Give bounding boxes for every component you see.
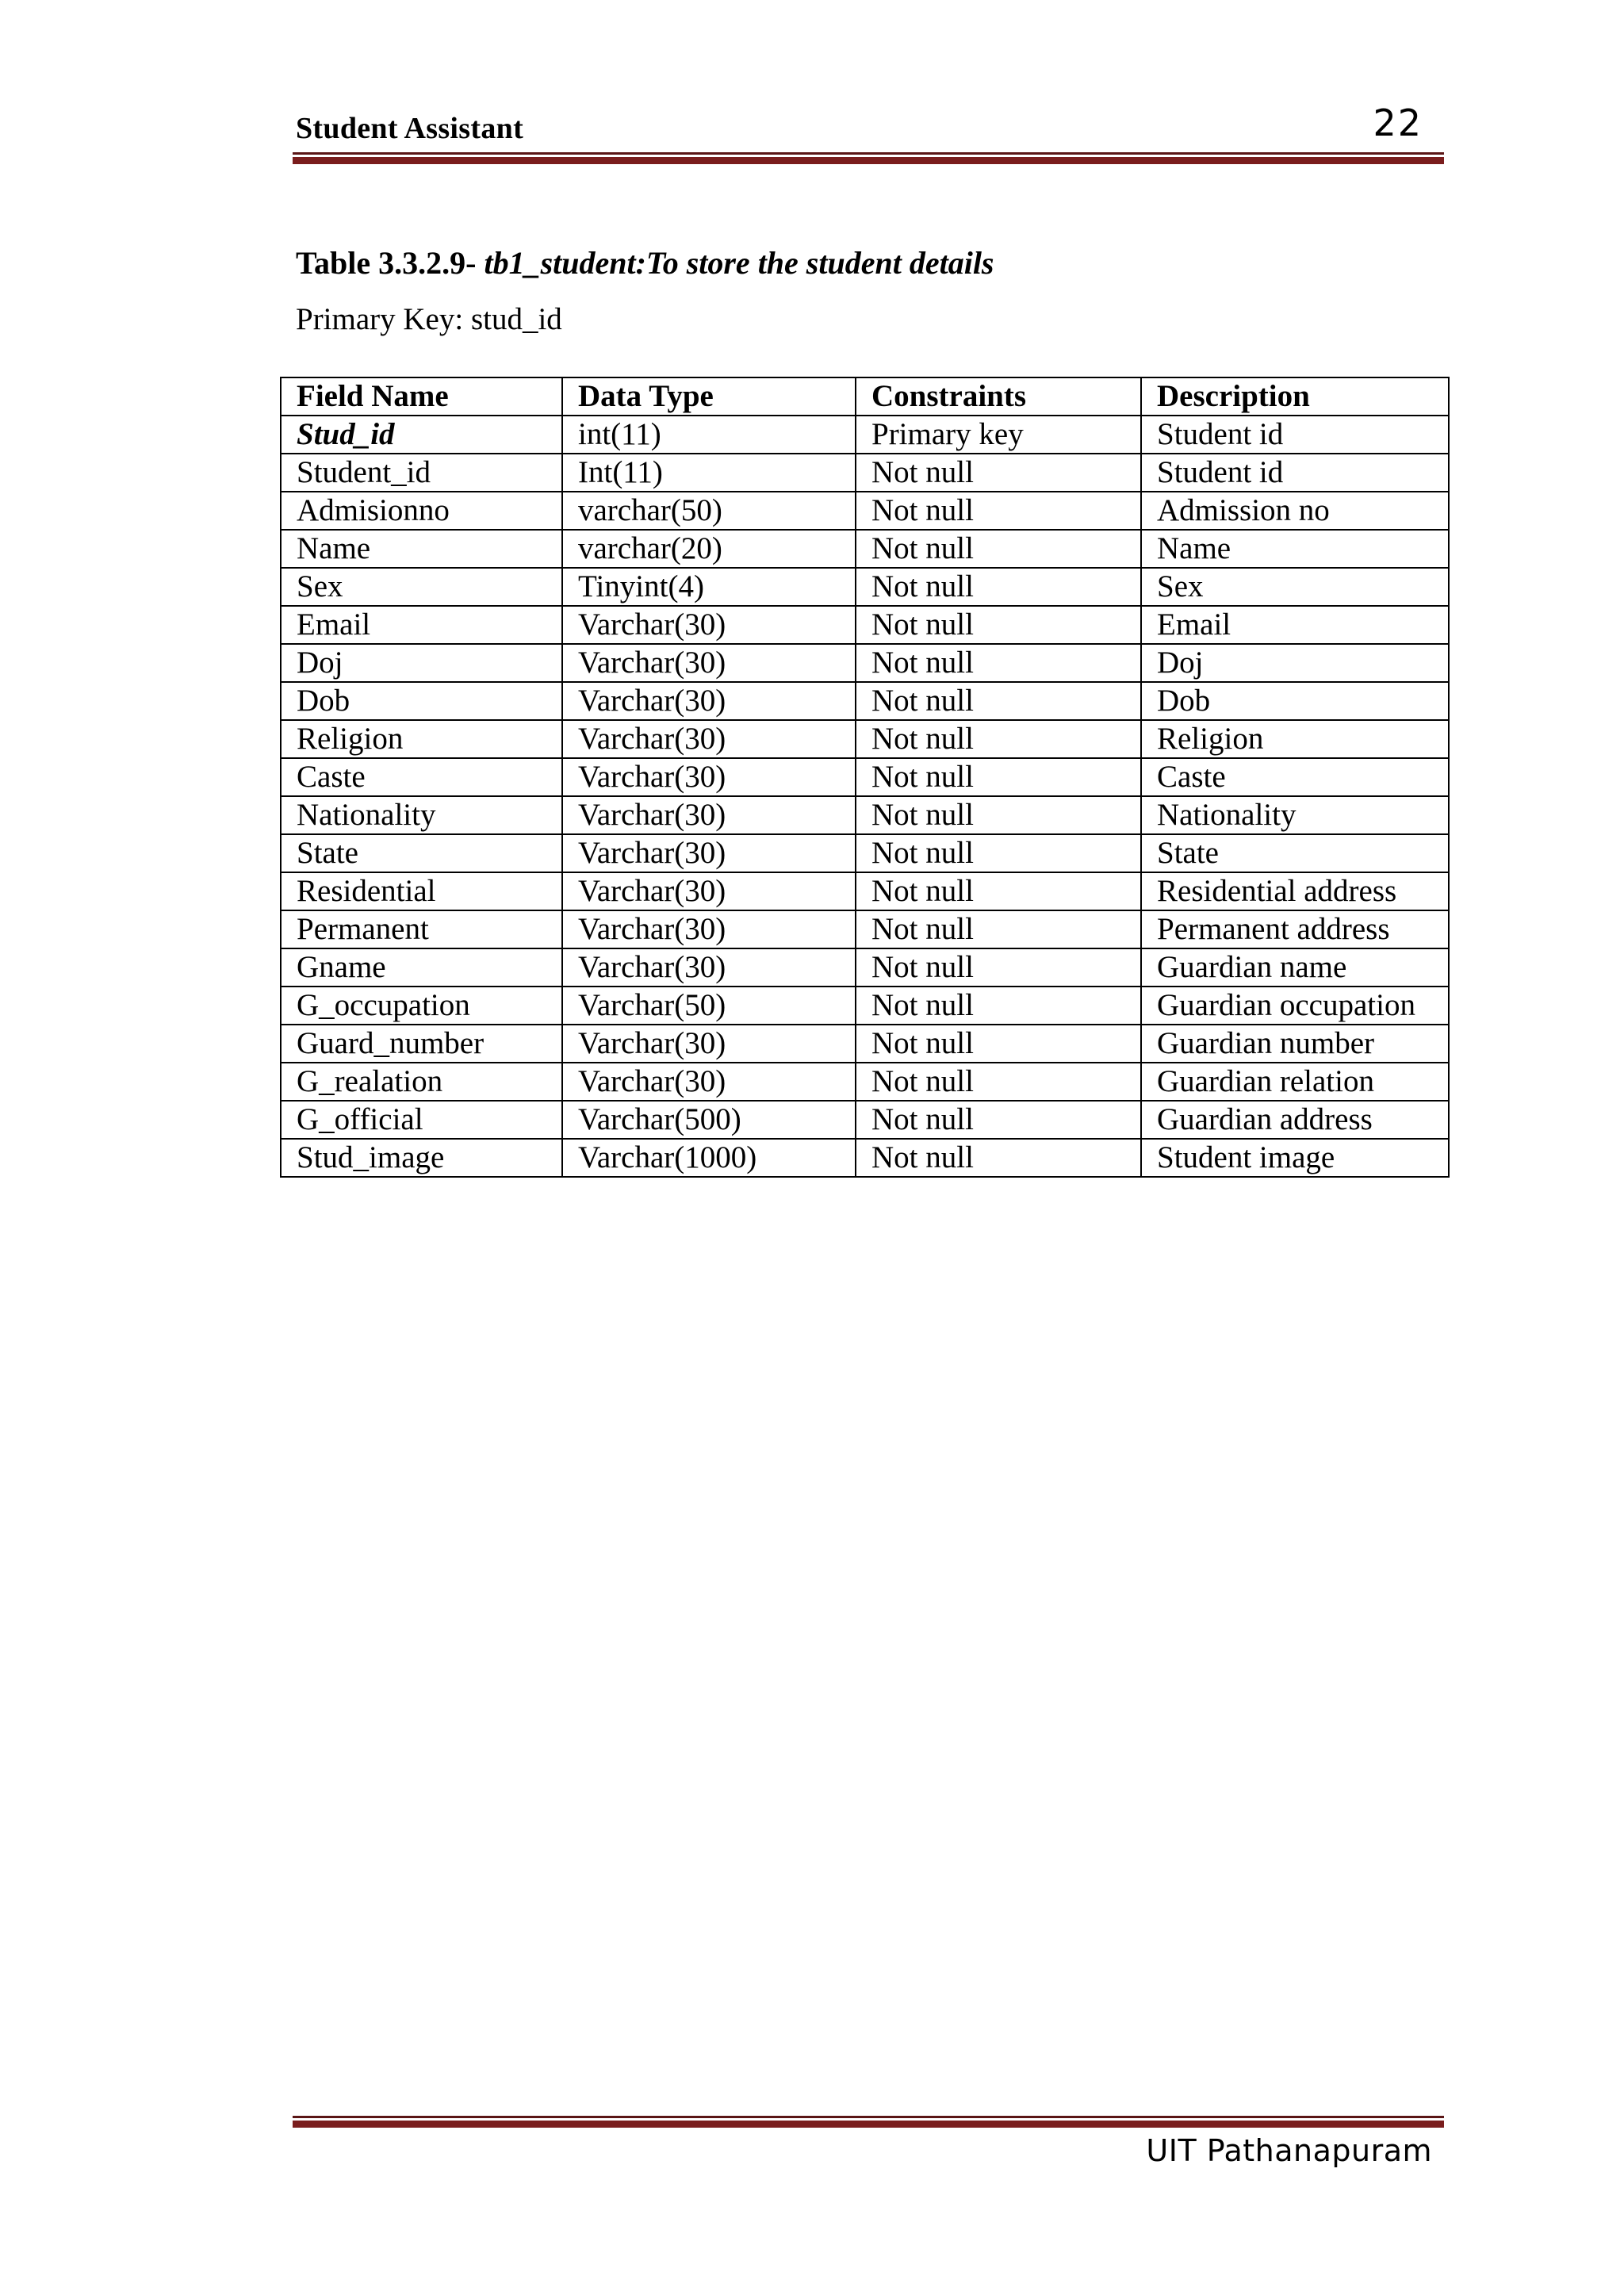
cell-field-name: Guard_number bbox=[281, 1025, 562, 1063]
cell-description: State bbox=[1141, 834, 1449, 872]
primary-key-label: Primary Key: stud_id bbox=[296, 302, 562, 336]
cell-description: Guardian name bbox=[1141, 948, 1449, 987]
cell-data-type: varchar(50) bbox=[562, 492, 856, 530]
cell-constraints: Not null bbox=[856, 1139, 1141, 1177]
cell-constraints: Not null bbox=[856, 758, 1141, 796]
cell-description: Religion bbox=[1141, 720, 1449, 758]
cell-constraints: Not null bbox=[856, 1063, 1141, 1101]
cell-constraints: Not null bbox=[856, 530, 1141, 568]
cell-data-type: Varchar(30) bbox=[562, 796, 856, 834]
footer-institution: UIT Pathanapuram bbox=[1146, 2133, 1432, 2168]
cell-field-name: Residential bbox=[281, 872, 562, 910]
table-row bbox=[281, 948, 1449, 987]
cell-data-type: Varchar(50) bbox=[562, 987, 856, 1025]
cell-constraints: Not null bbox=[856, 910, 1141, 948]
table-row bbox=[281, 568, 1449, 606]
table-body bbox=[281, 416, 1449, 1177]
table-row bbox=[281, 606, 1449, 644]
cell-description: Student id bbox=[1141, 416, 1449, 454]
cell-field-name: Permanent bbox=[281, 910, 562, 948]
cell-description: Email bbox=[1141, 606, 1449, 644]
column-header-field-name: Field Name bbox=[281, 377, 562, 416]
cell-description: Dob bbox=[1141, 682, 1449, 720]
table-row bbox=[281, 1063, 1449, 1101]
cell-constraints: Not null bbox=[856, 796, 1141, 834]
cell-data-type: Varchar(1000) bbox=[562, 1139, 856, 1177]
header-divider bbox=[293, 152, 1444, 164]
column-header-data-type: Data Type bbox=[562, 377, 856, 416]
cell-data-type: Varchar(30) bbox=[562, 948, 856, 987]
table-row bbox=[281, 530, 1449, 568]
cell-constraints: Not null bbox=[856, 948, 1141, 987]
cell-constraints: Not null bbox=[856, 492, 1141, 530]
cell-description: Guardian relation bbox=[1141, 1063, 1449, 1101]
cell-description: Student id bbox=[1141, 454, 1449, 492]
table-row bbox=[281, 987, 1449, 1025]
cell-field-name: Email bbox=[281, 606, 562, 644]
cell-field-name: Stud_id bbox=[281, 416, 562, 454]
table-caption bbox=[296, 244, 994, 282]
cell-field-name: Religion bbox=[281, 720, 562, 758]
table-row bbox=[281, 720, 1449, 758]
cell-description: Caste bbox=[1141, 758, 1449, 796]
cell-field-name: Dob bbox=[281, 682, 562, 720]
cell-constraints: Not null bbox=[856, 454, 1141, 492]
cell-field-name: Stud_image bbox=[281, 1139, 562, 1177]
cell-field-name: G_official bbox=[281, 1101, 562, 1139]
cell-field-name: State bbox=[281, 834, 562, 872]
table-row bbox=[281, 796, 1449, 834]
cell-description: Guardian occupation bbox=[1141, 987, 1449, 1025]
cell-data-type: Varchar(30) bbox=[562, 644, 856, 682]
cell-field-name: Nationality bbox=[281, 796, 562, 834]
table-caption-number: Table 3.3.2.9- bbox=[296, 245, 477, 281]
cell-field-name: G_occupation bbox=[281, 987, 562, 1025]
table-row bbox=[281, 492, 1449, 530]
footer-divider bbox=[293, 2116, 1444, 2128]
cell-data-type: varchar(20) bbox=[562, 530, 856, 568]
table-row bbox=[281, 834, 1449, 872]
cell-data-type: Varchar(500) bbox=[562, 1101, 856, 1139]
cell-data-type: Varchar(30) bbox=[562, 606, 856, 644]
cell-data-type: Varchar(30) bbox=[562, 1025, 856, 1063]
cell-constraints: Not null bbox=[856, 1101, 1141, 1139]
table-row bbox=[281, 416, 1449, 454]
cell-constraints: Not null bbox=[856, 720, 1141, 758]
cell-description: Permanent address bbox=[1141, 910, 1449, 948]
cell-description: Nationality bbox=[1141, 796, 1449, 834]
cell-description: Admission no bbox=[1141, 492, 1449, 530]
cell-field-name: Doj bbox=[281, 644, 562, 682]
cell-constraints: Not null bbox=[856, 834, 1141, 872]
cell-data-type: Varchar(30) bbox=[562, 682, 856, 720]
cell-data-type: Varchar(30) bbox=[562, 834, 856, 872]
page-header-title: Student Assistant bbox=[296, 112, 524, 145]
cell-field-name: Caste bbox=[281, 758, 562, 796]
cell-constraints: Not null bbox=[856, 606, 1141, 644]
schema-table bbox=[280, 377, 1450, 1178]
cell-description: Residential address bbox=[1141, 872, 1449, 910]
table-row bbox=[281, 454, 1449, 492]
table-header-row bbox=[281, 377, 1449, 416]
cell-data-type: Varchar(30) bbox=[562, 872, 856, 910]
column-header-constraints: Constraints bbox=[856, 377, 1141, 416]
table-row bbox=[281, 1101, 1449, 1139]
page-number: 22 bbox=[1373, 102, 1423, 144]
cell-field-name: Student_id bbox=[281, 454, 562, 492]
table-row bbox=[281, 872, 1449, 910]
column-header-description: Description bbox=[1141, 377, 1449, 416]
cell-field-name: Admisionno bbox=[281, 492, 562, 530]
table-row bbox=[281, 644, 1449, 682]
table-row bbox=[281, 910, 1449, 948]
cell-data-type: Int(11) bbox=[562, 454, 856, 492]
cell-description: Guardian address bbox=[1141, 1101, 1449, 1139]
cell-data-type: int(11) bbox=[562, 416, 856, 454]
cell-field-name: Gname bbox=[281, 948, 562, 987]
cell-field-name: G_realation bbox=[281, 1063, 562, 1101]
cell-data-type: Tinyint(4) bbox=[562, 568, 856, 606]
cell-description: Guardian number bbox=[1141, 1025, 1449, 1063]
cell-field-name: Sex bbox=[281, 568, 562, 606]
table-row bbox=[281, 682, 1449, 720]
cell-constraints: Not null bbox=[856, 644, 1141, 682]
cell-description: Doj bbox=[1141, 644, 1449, 682]
cell-data-type: Varchar(30) bbox=[562, 720, 856, 758]
cell-constraints: Not null bbox=[856, 1025, 1141, 1063]
cell-description: Name bbox=[1141, 530, 1449, 568]
cell-description: Student image bbox=[1141, 1139, 1449, 1177]
cell-data-type: Varchar(30) bbox=[562, 1063, 856, 1101]
cell-field-name: Name bbox=[281, 530, 562, 568]
table-caption-name: tb1_student:To store the student details bbox=[484, 245, 994, 281]
cell-constraints: Not null bbox=[856, 987, 1141, 1025]
cell-constraints: Primary key bbox=[856, 416, 1141, 454]
cell-data-type: Varchar(30) bbox=[562, 758, 856, 796]
cell-description: Sex bbox=[1141, 568, 1449, 606]
cell-constraints: Not null bbox=[856, 872, 1141, 910]
table-row bbox=[281, 758, 1449, 796]
cell-data-type: Varchar(30) bbox=[562, 910, 856, 948]
table-row bbox=[281, 1139, 1449, 1177]
table-row bbox=[281, 1025, 1449, 1063]
cell-constraints: Not null bbox=[856, 568, 1141, 606]
cell-constraints: Not null bbox=[856, 682, 1141, 720]
